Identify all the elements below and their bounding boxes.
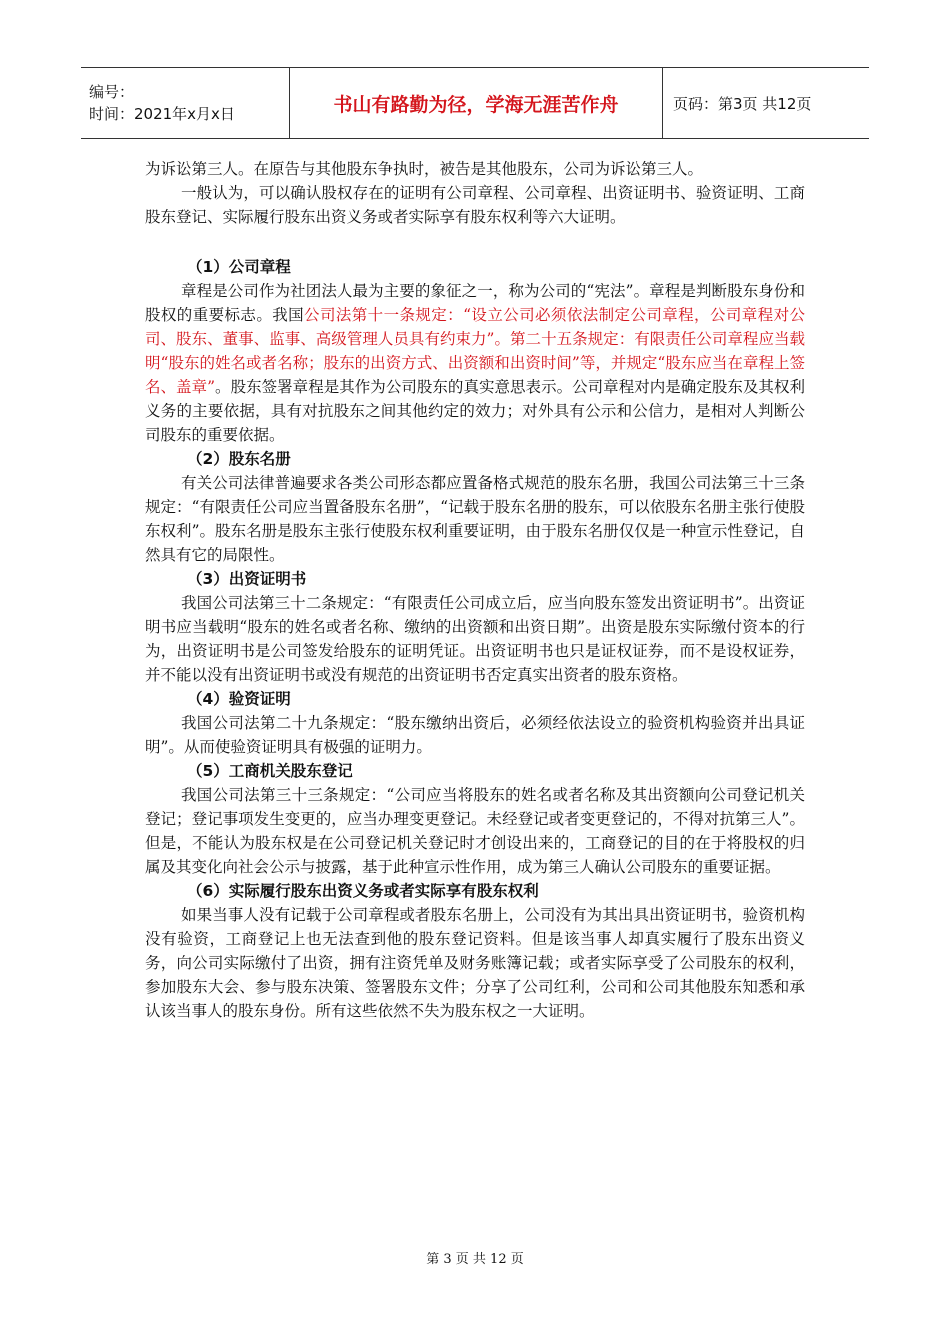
intro-paragraph: 为诉讼第三人。在原告与其他股东争执时，被告是其他股东，公司为诉讼第三人。 [145, 160, 704, 178]
section-1-title: （1）公司章程 [187, 258, 291, 276]
header-motto-cell [290, 68, 663, 138]
footer-page-number: 第 3 页 共 12 页 [426, 1252, 524, 1267]
section-2-title: （2）股东名册 [187, 450, 291, 468]
section-1-text-a: 章程是公司作为社团法人最为主要的象征之一，称为公司的“宪法”。章程是判断股东身份和股权的重要标志。我国 [145, 282, 805, 324]
section-3-paragraph: 我国公司法第三十二条规定：“有限责任公司成立后，应当向股东签发出资证明书”。出资证明书应当载明“股东的姓名或者名称、缴纳的出资额和出资日期”。出资是股东实际缴付资本的行为，出资证明书是公司签发给股东的证明凭证。出资证明书也只是证权证券，而不是设权证券，并不能以没有出资证明书或没有规范的出资证明书否定真实出资者的股东资格。 [145, 594, 805, 684]
section-4-title: （4）验资证明 [187, 690, 291, 708]
section-5-paragraph: 我国公司法第三十三条规定：“公司应当将股东的姓名或者名称及其出资额向公司登记机关登记；登记事项发生变更的，应当办理变更登记。未经登记或者变更登记的，不得对抗第三人”。但是，不能认为股东权是在公司登记机关登记时才创设出来的，工商登记的目的在于将股权的归属及其变化向社会公示与披露，基于此种宣示性作用，成为第三人确认公司股东的重要证据。 [145, 786, 805, 876]
section-1-paragraph [145, 279, 805, 447]
header-meta [81, 68, 290, 138]
doc-number-label: 编号： [89, 83, 135, 101]
section-3-title: （3）出资证明书 [187, 570, 307, 588]
page-header [81, 67, 869, 139]
section-1-legal-quote: 公司法第十一条规定：“设立公司必须依法制定公司章程，公司章程对公司、股东、董事、监事、高级管理人员具有约束力”。第二十五条规定：有限责任公司章程应当载明“股东的姓名或者名称；股东的出资方式、出资额和出资时间”等，并规定“股东应当在章程上签名、盖章” [145, 306, 805, 396]
document-body [145, 157, 805, 1023]
general-paragraph: 一般认为，可以确认股权存在的证明有公司章程、公司章程、出资证明书、验资证明、工商股东登记、实际履行股东出资义务或者实际享有股东权利等六大证明。 [145, 184, 805, 226]
section-4-paragraph: 我国公司法第二十九条规定：“股东缴纳出资后，必须经依法设立的验资机构验资并出具证明”。从而使验资证明具有极强的证明力。 [145, 714, 805, 756]
page-footer [0, 1248, 950, 1267]
section-6-paragraph: 如果当事人没有记载于公司章程或者股东名册上，公司没有为其出具出资证明书，验资机构没有验资，工商登记上也无法查到他的股东登记资料。但是该当事人却真实履行了股东出资义务，向公司实际缴付了出资，拥有注资凭单及财务账簿记载；或者实际享受了公司股东的权利，参加股东大会、参与股东决策、签署股东文件；分享了公司红利，公司和公司其他股东知悉和承认该当事人的股东身份。所有这些依然不失为股东权之一大证明。 [145, 906, 805, 1020]
section-1-text-b: 。股东签署章程是其作为公司股东的真实意思表示。公司章程对内是确定股东及其权利义务的主要依据，具有对抗股东之间其他约定的效力；对外具有公示和公信力，是相对人判断公司股东的重要依据。 [145, 378, 805, 444]
header-page-number: 页码：第3页 共12页 [673, 94, 812, 113]
header-motto: 书山有路勤为径，学海无涯苦作舟 [333, 93, 619, 116]
paragraph-gap [145, 229, 805, 255]
section-5-title: （5）工商机关股东登记 [187, 762, 353, 780]
header-page-cell [663, 68, 869, 138]
section-2-paragraph: 有关公司法律普遍要求各类公司形态都应置备格式规范的股东名册，我国公司法第三十三条规定：“有限责任公司应当置备股东名册”，“记载于股东名册的股东，可以依股东名册主张行使股东权利”。股东名册是股东主张行使股东权利重要证明，由于股东名册仅仅是一种宣示性登记，自然具有它的局限性。 [145, 474, 805, 564]
section-6-title: （6）实际履行股东出资义务或者实际享有股东权利 [187, 882, 539, 900]
doc-time-label: 时间：2021年x月x日 [89, 105, 235, 123]
